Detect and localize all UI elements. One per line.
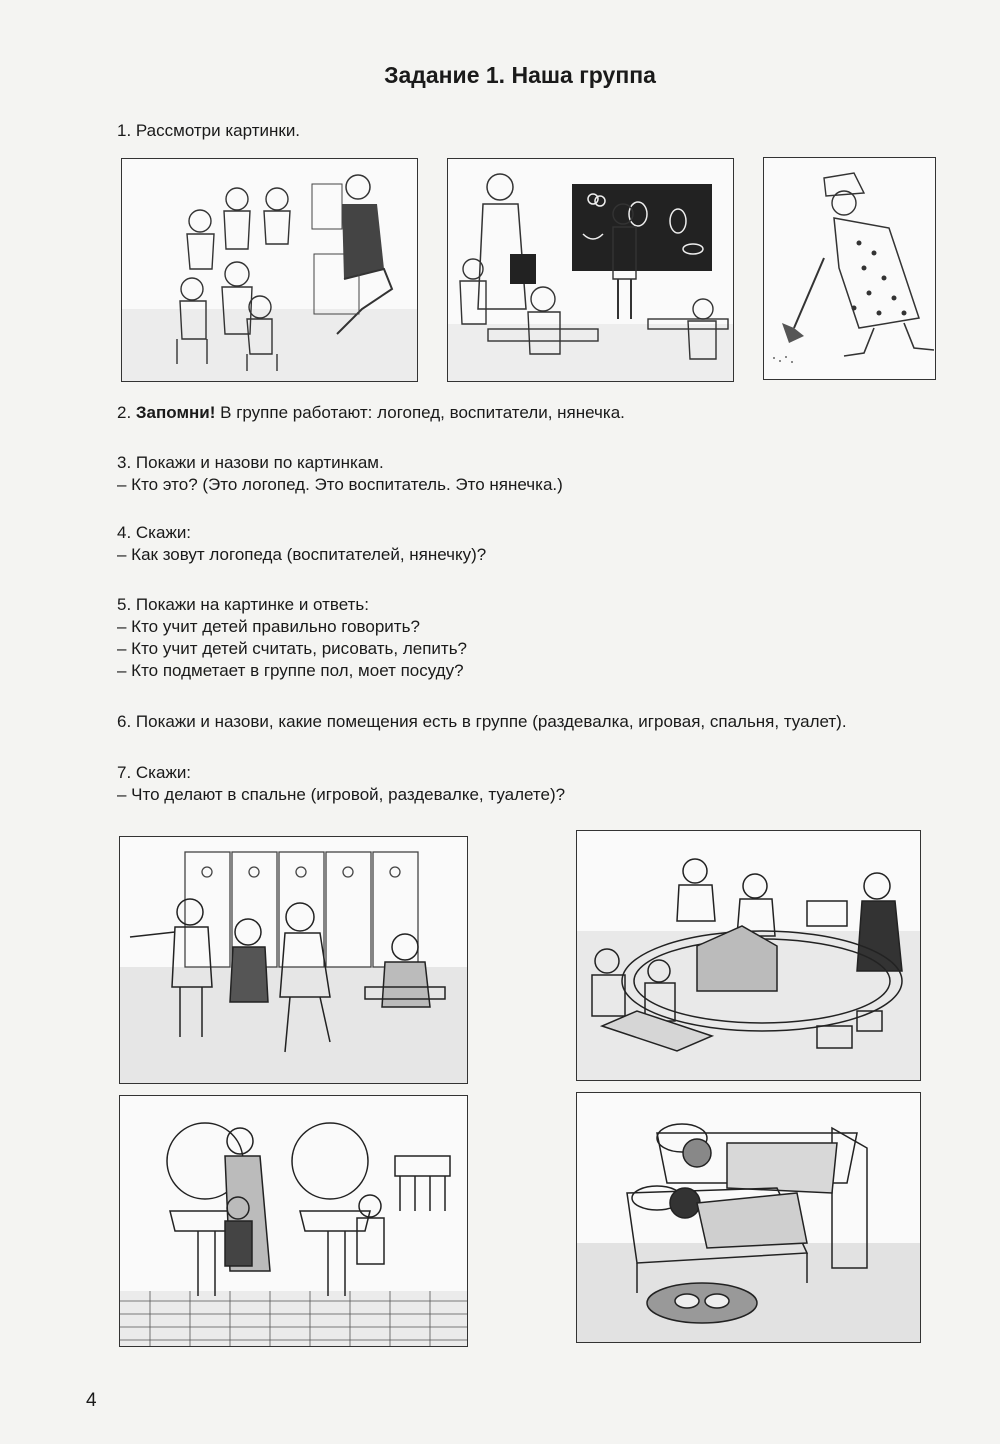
- illustration-teacher: [447, 158, 734, 382]
- illustration-washroom: [119, 1095, 468, 1347]
- task-2-bold: Запомни!: [135, 403, 216, 422]
- task-7-line: 7. Скажи:: [117, 763, 192, 782]
- task-4: [117, 522, 486, 566]
- task-1: 1. Рассмотри картинки.: [117, 121, 301, 140]
- task-6: 6. Покажи и назови, какие помещения есть в группе (раздевалка, игровая, спальня, туалет).: [117, 712, 847, 731]
- page-number: 4: [86, 1390, 97, 1411]
- task-4-line: – Как зовут логопеда (воспитателей, нянечку)?: [117, 545, 487, 564]
- task-5-line: – Кто учит детей считать, рисовать, лепить?: [117, 639, 468, 658]
- task-3-line: – Кто это? (Это логопед. Это воспитатель. Это нянечка.): [117, 475, 563, 494]
- illustration-bedroom: [576, 1092, 921, 1343]
- task-5-line: – Кто подметает в группе пол, моет посуду?: [117, 661, 464, 680]
- illustration-playroom: [576, 830, 921, 1081]
- illustration-cloakroom: [119, 836, 468, 1084]
- task-2: [117, 402, 625, 424]
- illustration-speech-therapist: [121, 158, 418, 382]
- illustration-nanny: [763, 157, 936, 380]
- task-3: [117, 452, 563, 496]
- task-4-line: 4. Скажи:: [117, 523, 192, 542]
- task-2-number: 2.: [117, 403, 136, 422]
- task-5: [117, 594, 467, 682]
- task-3-line: 3. Покажи и назови по картинкам.: [117, 453, 384, 472]
- task-5-line: – Кто учит детей правильно говорить?: [117, 617, 420, 636]
- task-2-text: В группе работают: логопед, воспитатели, нянечка.: [215, 403, 625, 422]
- task-7-line: – Что делают в спальне (игровой, раздевалке, туалете)?: [117, 785, 566, 804]
- task-7: [117, 762, 565, 806]
- task-5-line: 5. Покажи на картинке и ответь:: [117, 595, 370, 614]
- page-title: Задание 1. Наша группа: [384, 62, 656, 88]
